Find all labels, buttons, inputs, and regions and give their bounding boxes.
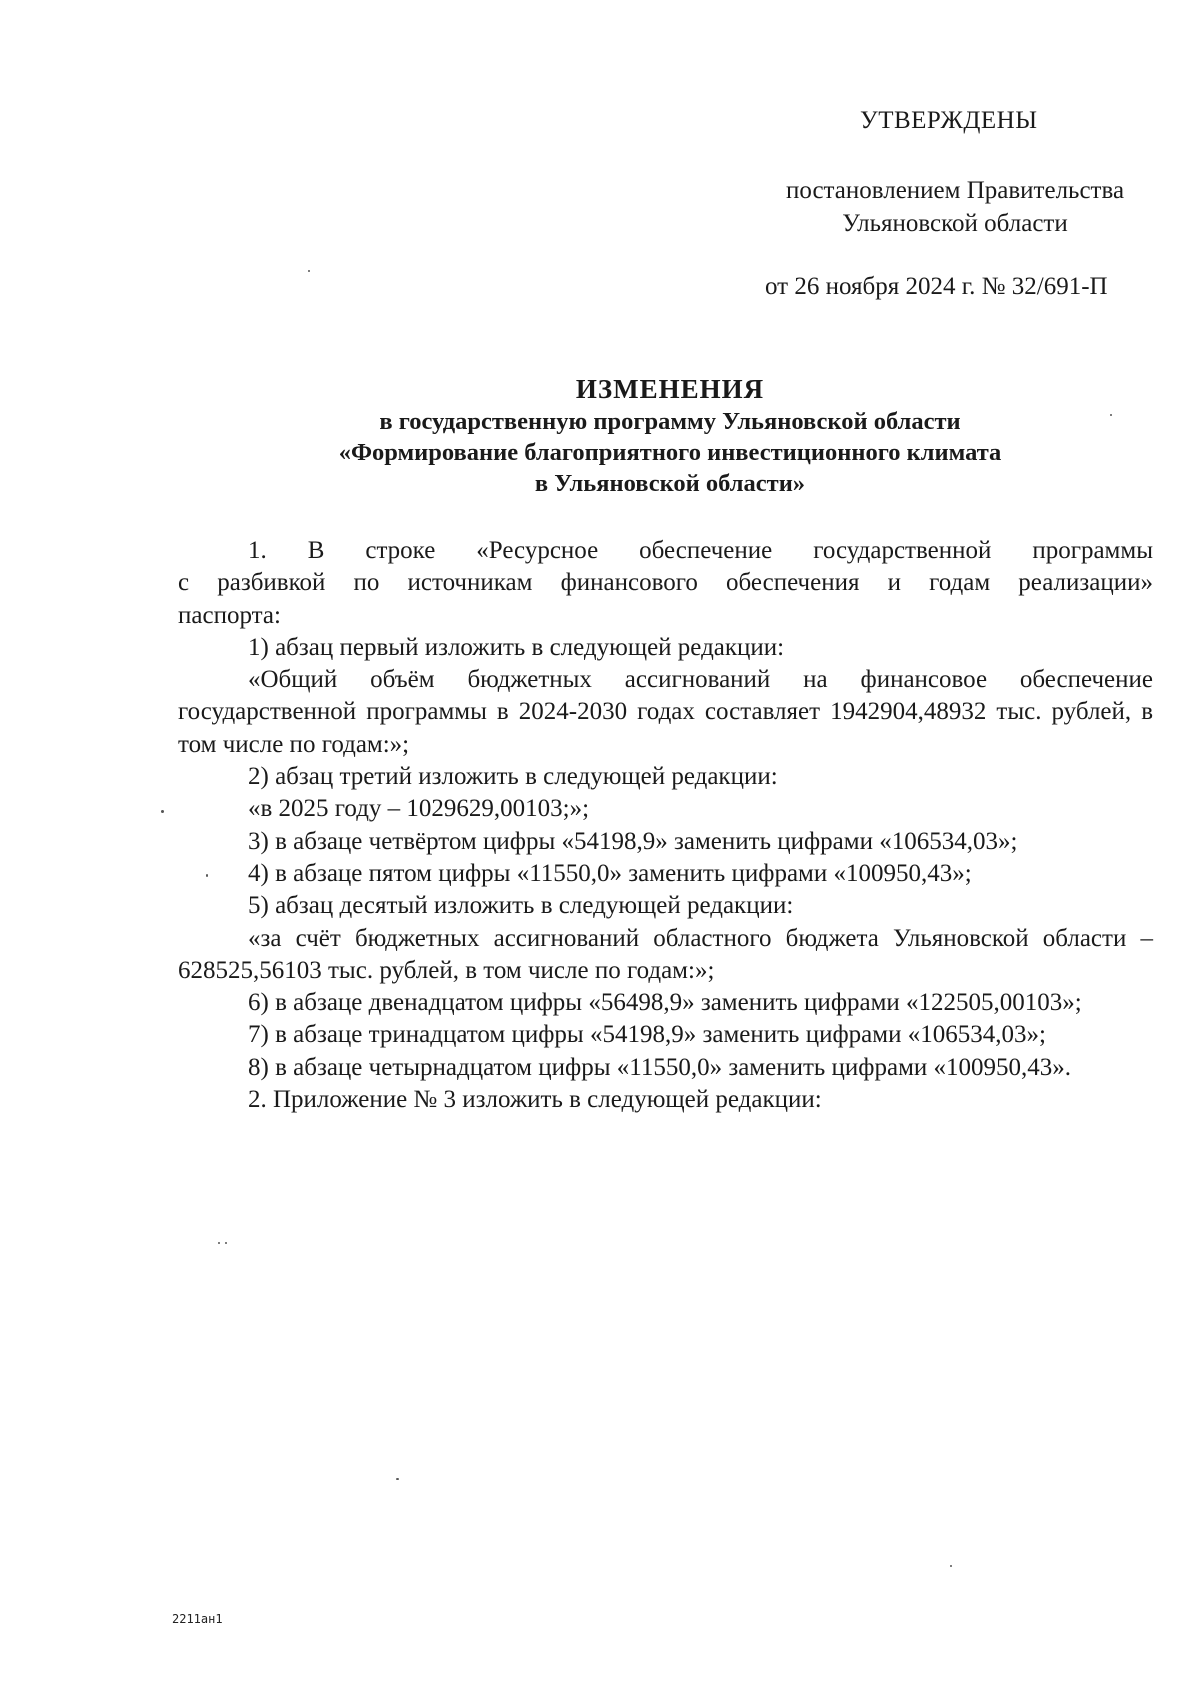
paragraph-1-line: паспорта: <box>178 601 281 629</box>
title-line: в Ульяновской области» <box>534 470 806 497</box>
paragraph-2: 2. Приложение № 3 изложить в следующей редакции: <box>248 1086 822 1114</box>
scan-speck <box>950 1565 952 1567</box>
quoted-text: «за счёт бюджетных ассигнований областного бюджета Ульяновской области – 628525,56103 тыс. рублей, в том числе по годам:»; <box>178 924 1153 984</box>
list-item: 2) абзац третий изложить в следующей редакции: <box>248 763 778 791</box>
title-heading: ИЗМЕНЕНИЯ <box>575 374 765 404</box>
scan-speck <box>206 874 208 877</box>
list-item: 5) абзац десятый изложить в следующей редакции: <box>248 892 794 920</box>
scan-speck <box>1110 414 1112 416</box>
list-item: 6) в абзаце двенадцатом цифры «56498,9» заменить цифрами «122505,00103»; <box>248 989 1082 1017</box>
scan-speck <box>218 1242 220 1244</box>
scan-speck <box>396 1478 399 1480</box>
approval-stamp-title: УТВЕРЖДЕНЫ <box>860 107 1038 134</box>
approval-authority-line: постановлением Правительства <box>785 177 1125 204</box>
list-item: 8) в абзаце четырнадцатом цифры «11550,0» заменить цифрами «100950,43». <box>248 1053 1072 1081</box>
title-line: в государственную программу Ульяновской области <box>379 408 961 435</box>
list-item: 4) в абзаце пятом цифры «11550,0» заменить цифрами «100950,43»; <box>248 859 972 887</box>
list-item: 7) в абзаце тринадцатом цифры «54198,9» заменить цифрами «106534,03»; <box>248 1021 1046 1049</box>
approval-authority-line: Ульяновской области <box>842 210 1068 237</box>
list-item: 1) абзац первый изложить в следующей редакции: <box>248 633 785 661</box>
list-item: 3) в абзаце четвёртом цифры «54198,9» заменить цифрами «106534,03»; <box>248 827 1018 855</box>
document-body <box>178 535 1153 1116</box>
approval-date-number: от 26 ноября 2024 г. № 32/691-П <box>765 273 1108 300</box>
scan-speck <box>308 270 310 272</box>
document-code: 2211ан1 <box>172 1612 223 1626</box>
title-line: «Формирование благоприятного инвестиционного климата <box>338 439 1002 466</box>
quoted-text: «Общий объём бюджетных ассигнований на финансовое обеспечение государственной программы в 2024-2030 годах составляет 1942904,48932 тыс. рублей, в том числе по годам:»; <box>178 666 1153 758</box>
quoted-text: «в 2025 году – 1029629,00103;»; <box>248 795 590 823</box>
scan-speck <box>161 810 164 813</box>
approval-authority <box>765 174 1145 240</box>
scan-speck <box>225 1242 227 1244</box>
title-subheading <box>150 406 1190 499</box>
document-title <box>150 372 1190 499</box>
paragraph-1-line: 1. В строке «Ресурсное обеспечение государственной программы <box>248 537 1153 564</box>
paragraph-1-line: с разбивкой по источникам финансового обеспечения и годам реализации» <box>178 569 1153 597</box>
